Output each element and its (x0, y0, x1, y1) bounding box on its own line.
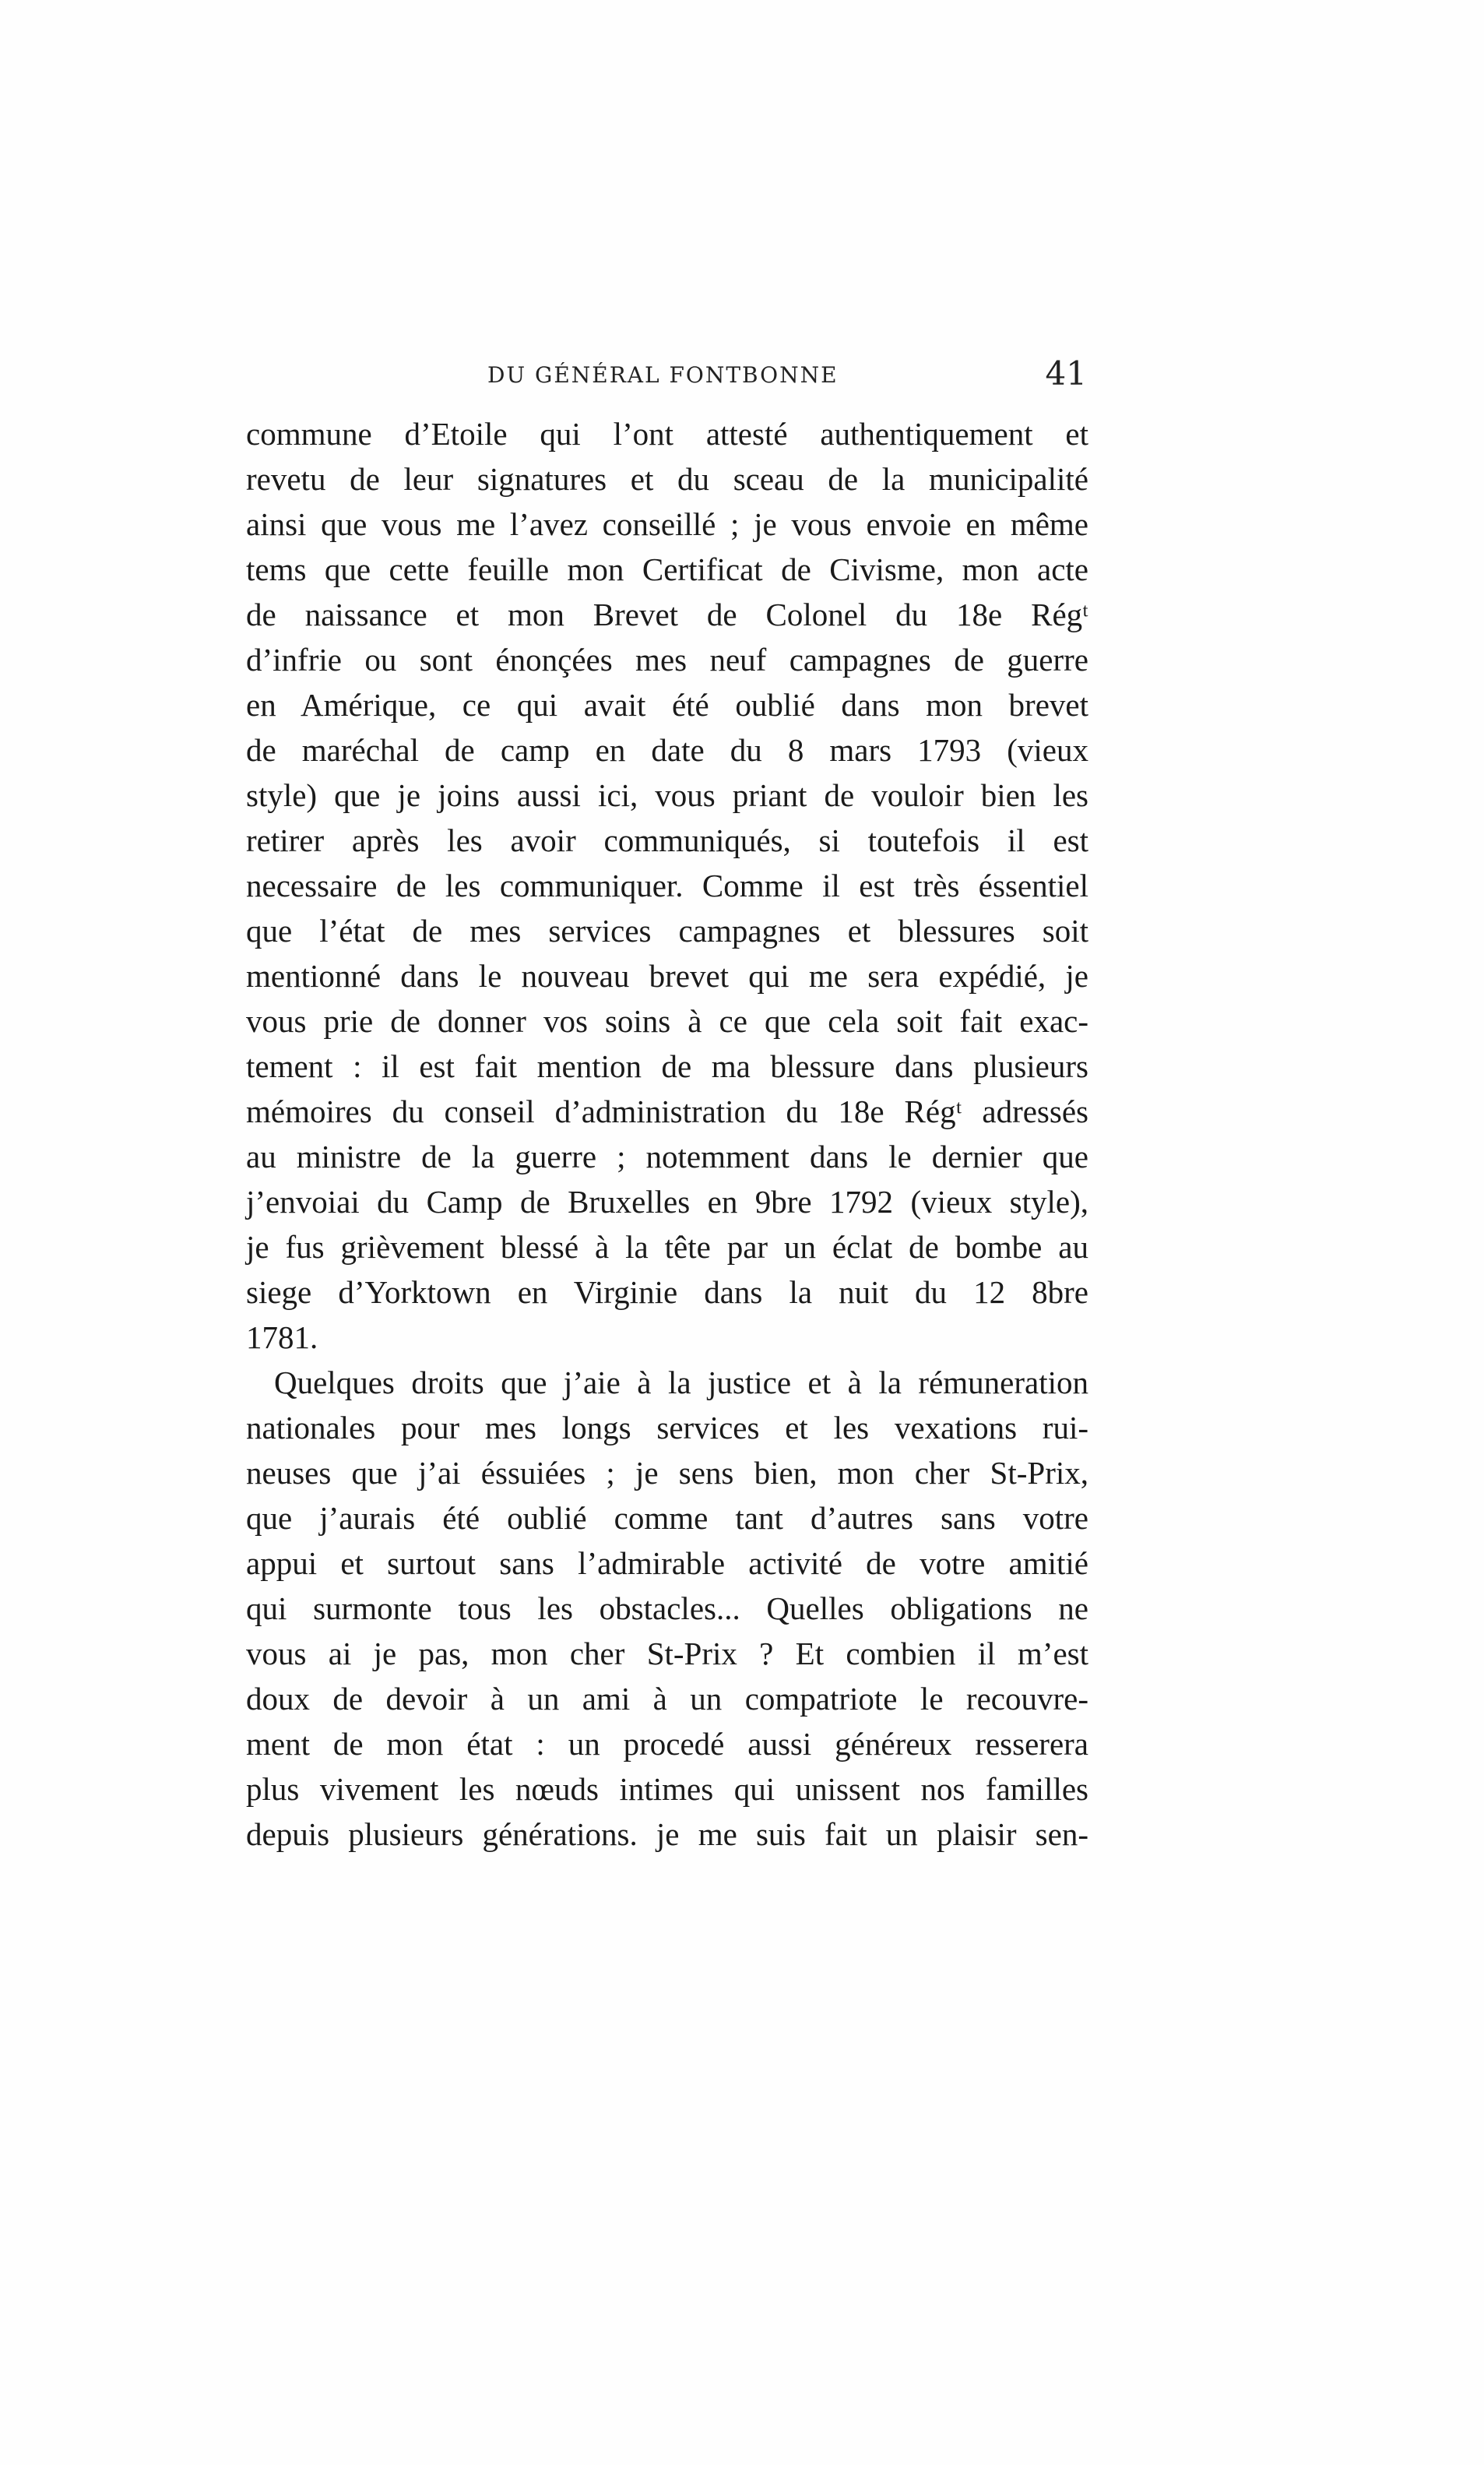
text-line: que l’état de mes services campagnes et blessures soit (246, 913, 1088, 949)
text-line: d’infrie ou sont énonçées mes neuf campagnes de guerre (246, 642, 1088, 678)
text-line: tems que cette feuille mon Certificat de Civisme, mon acte (246, 551, 1088, 587)
text-line: en Amérique, ce qui avait été oublié dans mon brevet (246, 687, 1088, 723)
text-line: mémoires du conseil d’administration du 18e Régᵗ adressés (246, 1093, 1088, 1129)
text-line: 1781. (246, 1319, 318, 1355)
text-line: vous ai je pas, mon cher St-Prix ? Et combien il m’est (246, 1636, 1088, 1671)
text-line: appui et surtout sans l’admirable activité de votre amitié (246, 1545, 1088, 1581)
text-line: doux de devoir à un ami à un compatriote le recouvre- (246, 1681, 1088, 1717)
text-line: ment de mon état : un procedé aussi généreux resserera (246, 1726, 1088, 1762)
text-line: siege d’Yorktown en Virginie dans la nuit du 12 8bre (246, 1274, 1088, 1310)
running-title: DU GÉNÉRAL FONTBONNE (487, 362, 839, 388)
text-line: mentionné dans le nouveau brevet qui me sera expédié, je (246, 958, 1088, 994)
body-text (246, 411, 1088, 1857)
text-line: de maréchal de camp en date du 8 mars 1793 (vieux (246, 732, 1088, 768)
text-line: j’envoiai du Camp de Bruxelles en 9bre 1792 (vieux style), (246, 1184, 1088, 1220)
text-line: tement : il est fait mention de ma blessure dans plusieurs (246, 1048, 1088, 1084)
text-line: ainsi que vous me l’avez conseillé ; je vous envoie en même (246, 506, 1088, 542)
text-line: retirer après les avoir communiqués, si toutefois il est (246, 822, 1088, 858)
text-line: neuses que j’ai éssuiées ; je sens bien, mon cher St-Prix, (246, 1455, 1088, 1491)
text-line: depuis plusieurs générations. je me suis fait un plaisir sen- (246, 1816, 1088, 1852)
text-line: style) que je joins aussi ici, vous priant de vouloir bien les (246, 777, 1088, 813)
page-header (246, 354, 1095, 401)
page-number: 41 (1045, 354, 1087, 393)
text-line: vous prie de donner vos soins à ce que cela soit fait exac- (246, 1003, 1088, 1039)
text-line: commune d’Etoile qui l’ont attesté authentiquement et (246, 416, 1088, 452)
text-line: au ministre de la guerre ; notemment dans le dernier que (246, 1139, 1088, 1174)
text-line: necessaire de les communiquer. Comme il est très éssentiel (246, 868, 1088, 903)
text-line: que j’aurais été oublié comme tant d’autres sans votre (246, 1500, 1088, 1536)
text-line: plus vivement les nœuds intimes qui unissent nos familles (246, 1771, 1088, 1807)
text-line: de naissance et mon Brevet de Colonel du 18e Régᵗ (246, 597, 1088, 632)
text-line: je fus grièvement blessé à la tête par un éclat de bombe au (246, 1229, 1088, 1265)
text-line: qui surmonte tous les obstacles... Quelles obligations ne (246, 1590, 1088, 1626)
text-line: nationales pour mes longs services et les vexations rui- (246, 1410, 1088, 1446)
text-line: Quelques droits que j’aie à la justice et à la rémuneration (274, 1365, 1088, 1400)
text-line: revetu de leur signatures et du sceau de la municipalité (246, 461, 1088, 497)
